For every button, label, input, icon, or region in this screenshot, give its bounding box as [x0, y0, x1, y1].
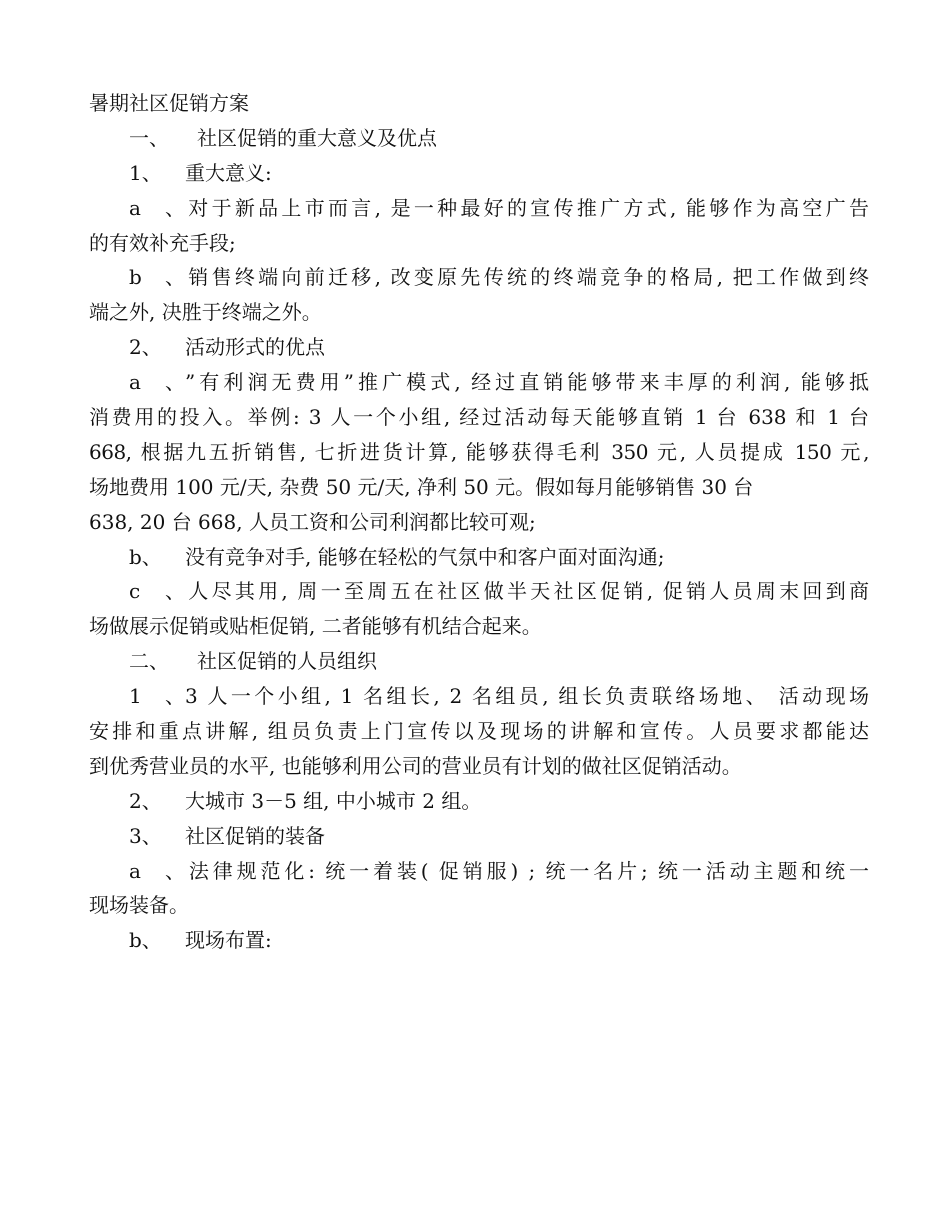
paragraph-line: 638, 20 台 668, 人员工资和公司利润都比较可观;	[89, 509, 536, 534]
paragraph-line: 的有效补充手段;	[89, 230, 236, 255]
paragraph-line	[89, 854, 869, 889]
subsection-number: 3、	[129, 823, 162, 848]
paragraph-text: ”有利润无费用”推广模式, 经过直销能够带来丰厚的利润, 能够抵	[185, 370, 869, 395]
paragraph-text: 销售终端向前迁移, 改变原先传统的终端竞争的格局, 把工作做到终	[185, 265, 869, 290]
subsection-heading	[89, 156, 869, 191]
paragraph-line	[89, 574, 869, 609]
paragraph-line	[89, 191, 869, 226]
paragraph-text: 人尽其用, 周一至周五在社区做半天社区促销, 促销人员周末回到商	[185, 579, 869, 604]
subsection-number: 1、	[129, 160, 162, 185]
paragraph-line	[89, 260, 869, 295]
paragraph-line: 场地费用 100 元/天, 杂费 50 元/天, 净利 50 元。假如每月能够销售 30 台	[89, 474, 754, 499]
section-number: 二、	[129, 649, 169, 674]
paragraph-text: 现场布置:	[185, 928, 272, 953]
section-heading	[89, 644, 869, 679]
subsection-number: 2、	[129, 335, 162, 360]
paragraph-line: 668, 根据九五折销售, 七折进货计算, 能够获得毛利 350 元, 人员提成 150 元,	[89, 439, 869, 464]
item-marker: a、	[129, 195, 185, 220]
paragraph-text: 没有竞争对手, 能够在轻松的气氛中和客户面对面沟通;	[185, 544, 665, 569]
paragraph-text: 3 人一个小组, 1 名组长, 2 名组员, 组长负责联络场地、 活动现场	[185, 684, 869, 709]
item-marker: b、	[129, 544, 162, 569]
paragraph-line	[89, 365, 869, 400]
item-marker: 2、	[129, 788, 162, 813]
paragraph-line: 消费用的投入。举例: 3 人一个小组, 经过活动每天能够直销 1 台 638 和 1 台	[89, 405, 869, 430]
paragraph-line: 安排和重点讲解, 组员负责上门宣传以及现场的讲解和宣传。人员要求都能达	[89, 719, 869, 744]
document-title: 暑期社区促销方案	[89, 91, 249, 115]
document-body	[89, 86, 869, 958]
section-heading	[89, 121, 869, 156]
paragraph-line	[89, 679, 869, 714]
section-number: 一、	[129, 125, 169, 150]
subsection-heading	[89, 819, 869, 854]
paragraph-text: 大城市 3－5 组, 中小城市 2 组。	[185, 788, 482, 813]
paragraph-line: 现场装备。	[89, 893, 189, 918]
subsection-title: 活动形式的优点	[185, 335, 325, 360]
subsection-title: 社区促销的装备	[185, 823, 325, 848]
paragraph-line	[89, 784, 869, 819]
section-title: 社区促销的重大意义及优点	[197, 125, 437, 150]
subsection-heading	[89, 330, 869, 365]
paragraph-text: 法律规范化: 统一着装( 促销服) ; 统一名片; 统一活动主题和统一	[185, 858, 869, 883]
paragraph-line: 到优秀营业员的水平, 也能够利用公司的营业员有计划的做社区促销活动。	[89, 753, 742, 778]
item-marker: c、	[129, 579, 185, 604]
item-marker: b、	[129, 928, 162, 953]
paragraph-line	[89, 540, 869, 575]
paragraph-text: 对于新品上市而言, 是一种最好的宣传推广方式, 能够作为高空广告	[185, 195, 869, 220]
item-marker: 1、	[129, 684, 185, 709]
paragraph-line	[89, 923, 869, 958]
item-marker: b、	[129, 265, 185, 290]
item-marker: a、	[129, 858, 185, 883]
paragraph-line: 场做展示促销或贴柜促销, 二者能够有机结合起来。	[89, 614, 542, 639]
subsection-title: 重大意义:	[185, 160, 272, 185]
section-title: 社区促销的人员组织	[197, 649, 377, 674]
item-marker: a、	[129, 370, 185, 395]
paragraph-line: 端之外, 决胜于终端之外。	[89, 300, 322, 325]
